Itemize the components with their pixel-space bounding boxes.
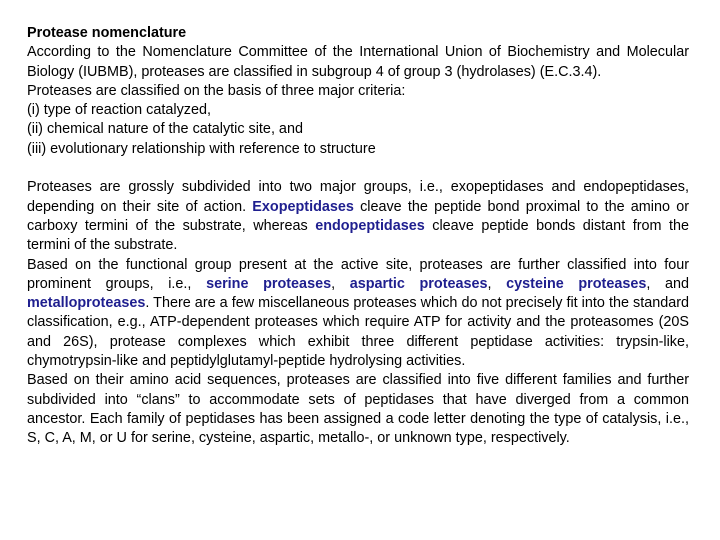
criteria-item-1: (i) type of reaction catalyzed, <box>27 102 211 119</box>
amino-acid-paragraph: Based on their amino acid sequences, proteases are classified into five different families and further subdivided into “clans” to accommodate sets of peptidases that have diverged from a common ancestor. Each family of peptidases has been assigned a code letter denoting the type of catalysis, i.e., S, C, A, M, or U for serine, cysteine, aspartic, metallo-, or unknown type, respectively. <box>27 372 689 447</box>
functional-group-paragraph <box>27 256 689 372</box>
text-span: . There are a few miscellaneous proteases which do not precisely fit into the standard classification, e.g., ATP-dependent proteases which require ATP for activity and the proteasomes (20S and 26S), protease complexes which exhibit three different peptidase activities: trypsin-like, chymotrypsin-like and peptidylglutamyl-peptide hydrolysing activities. <box>27 295 689 370</box>
document-body <box>27 24 689 449</box>
exo-endo-paragraph <box>27 178 689 255</box>
text-span: , <box>331 275 350 292</box>
keyword-endopeptidases: endopeptidases <box>315 217 425 234</box>
text-span: cleave peptide bonds distant from the termini of the substrate. <box>27 217 689 254</box>
criteria-item-3: (iii) evolutionary relationship with reference to structure <box>27 140 376 157</box>
criteria-item-2: (ii) chemical nature of the catalytic site, and <box>27 121 303 138</box>
text-span: , and <box>646 275 689 292</box>
text-span: cleave the peptide bond proximal to the amino or carboxy termini of the substrate, whereas <box>27 198 689 234</box>
document-title: Protease nomenclature <box>27 25 187 41</box>
keyword-cysteine-proteases: cysteine proteases <box>506 275 647 292</box>
criteria-intro: Proteases are classified on the basis of three major criteria: <box>27 82 406 99</box>
paragraph-gap <box>27 159 689 178</box>
text-span: , <box>487 275 507 292</box>
text-span: Based on the functional group present at the active site, proteases are further classified into four prominent groups, i.e., <box>27 256 689 292</box>
text-span: Proteases are grossly subdivided into two major groups, i.e., exopeptidases and endopeptidases, depending on their site of action. <box>27 179 689 215</box>
keyword-metalloproteases: metalloproteases <box>27 295 146 312</box>
keyword-aspartic-proteases: aspartic proteases <box>349 275 488 292</box>
keyword-exopeptidases: Exopeptidases <box>252 198 354 215</box>
keyword-serine-proteases: serine proteases <box>206 275 332 292</box>
intro-paragraph: According to the Nomenclature Committee of the International Union of Biochemistry and Molecular Biology (IUBMB), proteases are classified in subgroup 4 of group 3 (hydrolases) (E.C.3.4). <box>27 44 689 80</box>
